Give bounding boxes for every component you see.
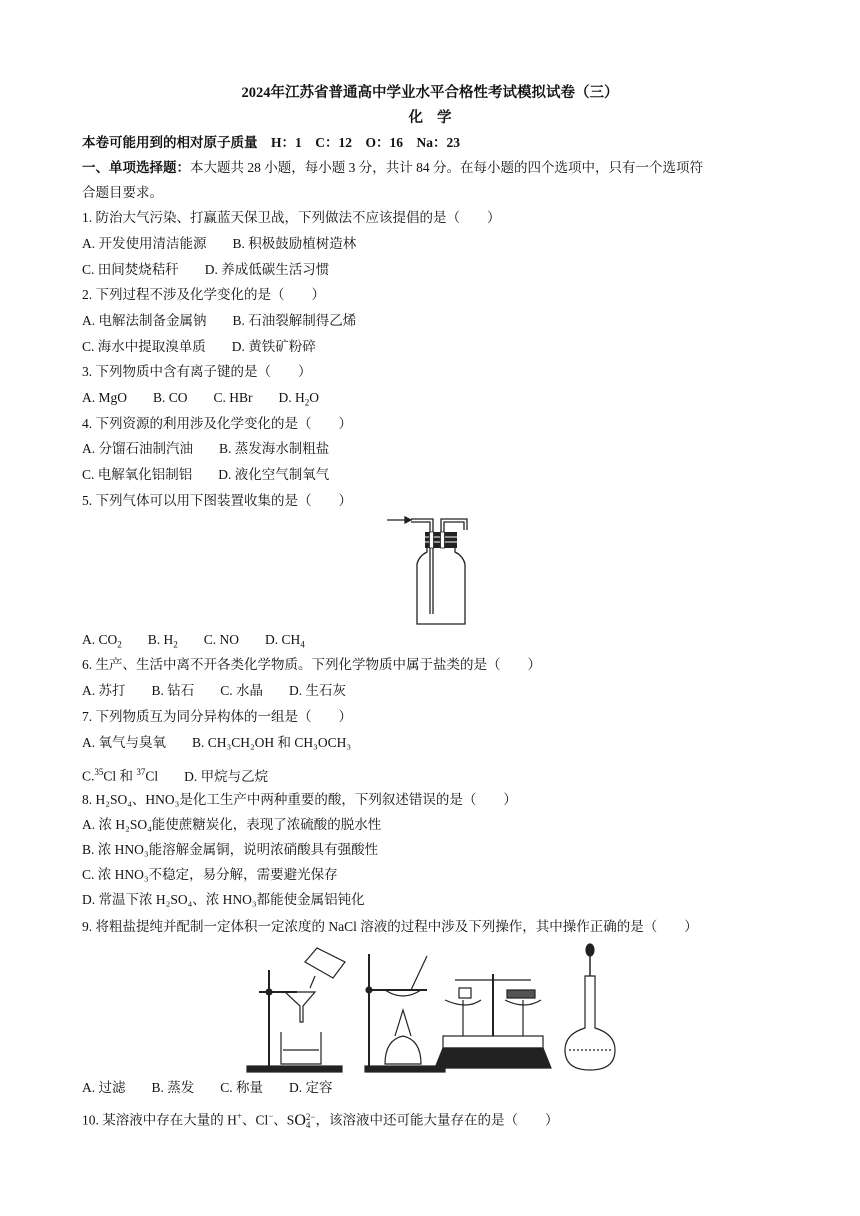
- q2-option-b: B. 石油裂解制得乙烯: [232, 313, 357, 328]
- sulfate-ion: O 2− 4: [294, 1111, 316, 1130]
- q9-option-b: B. 蒸发: [151, 1080, 195, 1095]
- q2-option-d: D. 黄铁矿粉碎: [231, 339, 316, 354]
- q1-option-b: B. 积极鼓励植树造林: [232, 236, 357, 251]
- q5-option-b: B. $H_2$: [147, 632, 178, 650]
- q4-option-a: A. 分馏石油制汽油: [82, 441, 193, 456]
- question-2-options-row2: [82, 337, 316, 357]
- q4-option-d: D. 液化空气制氧气: [218, 467, 330, 482]
- q1-option-d: D. 养成低碳生活习惯: [204, 262, 330, 277]
- exam-title: 2024年江苏省普通高中学业水平合格性考试模拟试卷（三）: [241, 85, 619, 101]
- q7-option-b: B. CH₃CH₂OH 和 CH₃OCH₃: [192, 735, 352, 750]
- q5-option-a: A. $CO_2$: [82, 632, 122, 650]
- subject-title: 化学: [408, 110, 466, 126]
- question-7-options-row1: [82, 733, 351, 753]
- gas-collection-bottle-figure: [385, 510, 485, 630]
- q8-option-a: A. 浓 H₂SO₄能使蔗糖炭化，表现了浓硫酸的脱水性: [82, 817, 382, 832]
- question-6-options: [82, 681, 346, 701]
- q7-option-a: A. 氧气与臭氧: [82, 735, 166, 750]
- question-6-stem: 6. 生产、生活中离不开各类化学物质。下列化学物质中属于盐类的是（ ）: [82, 657, 541, 672]
- q8-option-b: B. 浓 HNO₃能溶解金属铜，说明浓硝酸具有强酸性: [82, 842, 379, 857]
- q2-option-c: C. 海水中提取溴单质: [82, 339, 206, 354]
- q6-option-d: D. 生石灰: [289, 683, 347, 698]
- q3-option-b: B. CO: [153, 390, 188, 405]
- question-4-options-row2: [82, 465, 329, 485]
- q5-option-c: C. NO: [203, 632, 240, 647]
- question-5-stem: 5. 下列气体可以用下图装置收集的是（ ）: [82, 493, 352, 508]
- q1-option-c: C. 田间焚烧秸秆: [82, 262, 179, 277]
- q4-option-c: C. 电解氧化铝制铝: [82, 467, 193, 482]
- q1-option-a: A. 开发使用清洁能源: [82, 236, 207, 251]
- section-instruction-text: 本大题共 28 小题，每小题 3 分，共计 84 分。在每小题的四个选项中，只有一个选项符: [190, 160, 703, 175]
- lab-operations-figure: [245, 940, 625, 1075]
- question-5-options: [82, 630, 305, 655]
- q3-option-d: D. $H_2O$: [278, 390, 320, 408]
- question-3-stem: 3. 下列物质中含有离子键的是（ ）: [82, 364, 312, 379]
- question-10-stem: 10. 某溶液中存在大量的 H+、Cl−、SO 2− 4 ，该溶液中还可能大量存在的是（ ）: [82, 1111, 559, 1130]
- q8-option-c: C. 浓 HNO₃不稳定，易分解，需要避光保存: [82, 867, 338, 882]
- question-7-stem: 7. 下列物质互为同分异构体的一组是（ ）: [82, 709, 352, 724]
- question-4-options-row1: [82, 439, 329, 459]
- section-heading: 一、单项选择题：: [82, 160, 190, 175]
- q6-option-a: A. 苏打: [82, 683, 126, 698]
- atomic-mass-note: 本卷可能用到的相对原子质量 H：1 C：12 O：16 Na：23: [82, 135, 460, 150]
- q7-option-c: C.$^{35}$Cl 和 $^{37}$Cl: [82, 767, 159, 784]
- question-4-stem: 4. 下列资源的利用涉及化学变化的是（ ）: [82, 416, 352, 431]
- q6-option-b: B. 钻石: [151, 683, 195, 698]
- q8-option-d: D. 常温下浓 H₂SO₄、浓 HNO₃都能使金属铝钝化: [82, 892, 365, 907]
- section-instruction-cont: 合题目要求。: [82, 185, 163, 200]
- question-2-stem: 2. 下列过程不涉及化学变化的是（ ）: [82, 287, 325, 302]
- q9-option-c: C. 称量: [220, 1080, 264, 1095]
- q6-option-c: C. 水晶: [220, 683, 264, 698]
- question-9-options: [82, 1078, 333, 1098]
- q9-option-a: A. 过滤: [82, 1080, 126, 1095]
- question-8-stem: 8. H₂SO₄、HNO₃是化工生产中两种重要的酸，下列叙述错误的是（ ）: [82, 792, 517, 807]
- question-1-stem: 1. 防治大气污染、打赢蓝天保卫战，下列做法不应该提倡的是（ ）: [82, 210, 501, 225]
- question-2-options-row1: [82, 311, 356, 331]
- section-instruction: [82, 158, 703, 178]
- question-9-stem: 9. 将粗盐提纯并配制一定体积一定浓度的 NaCl 溶液的过程中涉及下列操作，其中操作正确的是（ ）: [82, 919, 698, 934]
- question-7-options-row2: [82, 762, 268, 787]
- question-1-options-row1: [82, 234, 356, 254]
- q3-option-c: C. HBr: [213, 390, 253, 405]
- q5-option-d: D. $CH_4$: [265, 632, 305, 650]
- q3-option-a: A. MgO: [82, 390, 128, 405]
- q7-option-d: D. 甲烷与乙烷: [184, 768, 269, 784]
- question-1-options-row2: [82, 260, 329, 280]
- q9-option-d: D. 定容: [289, 1080, 333, 1095]
- q2-option-a: A. 电解法制备金属钠: [82, 313, 207, 328]
- q4-option-b: B. 蒸发海水制粗盐: [219, 441, 330, 456]
- question-3-options: [82, 388, 319, 413]
